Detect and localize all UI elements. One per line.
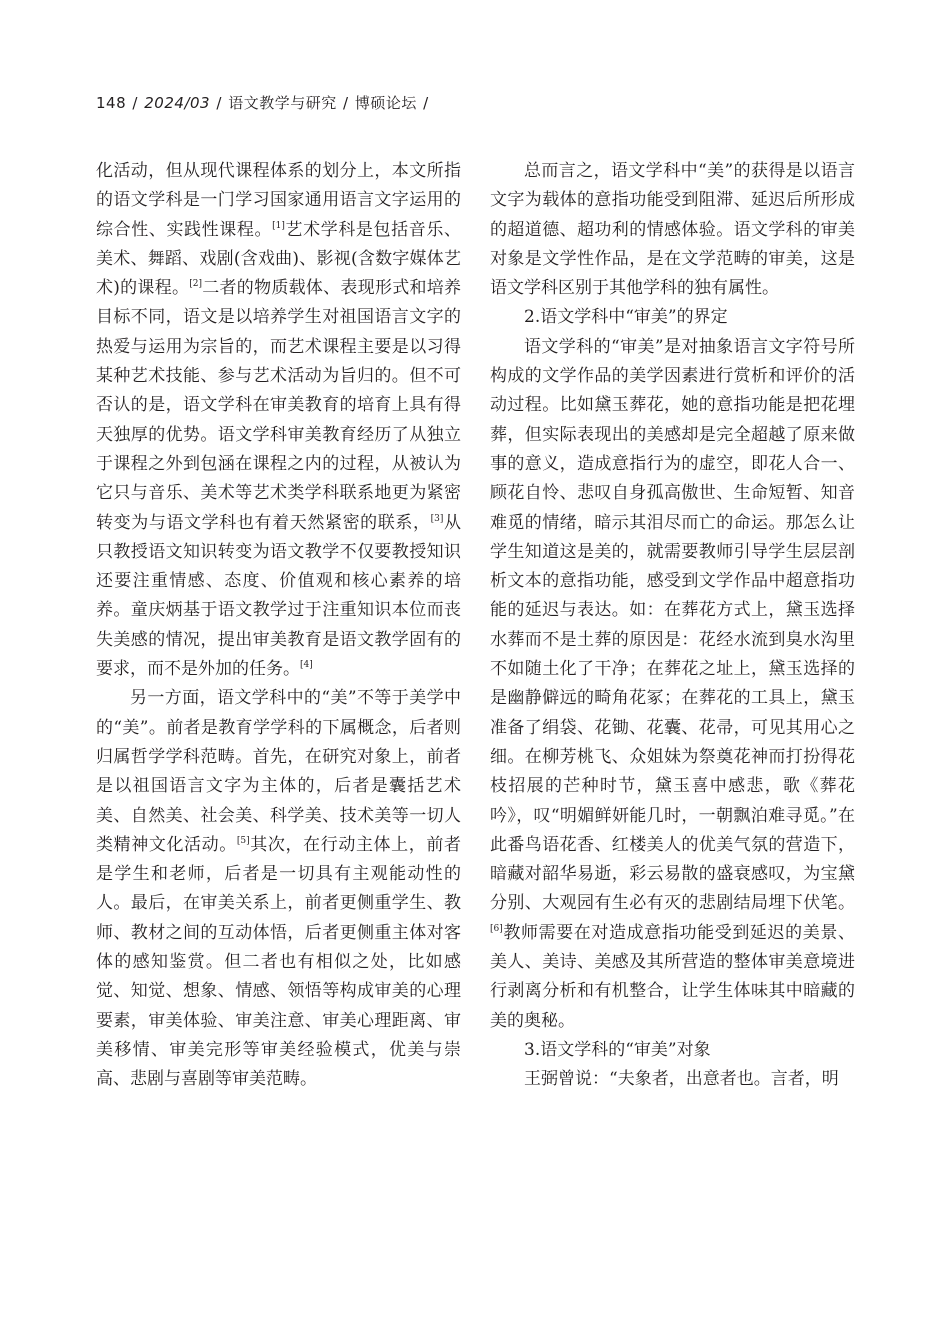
page-number: 148: [96, 94, 127, 112]
paragraph: [490, 333, 855, 1036]
right-column: [490, 157, 855, 1095]
citation-ref: [5]: [236, 835, 250, 846]
paragraph-text: 语文学科的“审美”是对抽象语言文字符号所构成的文学作品的美学因素进行赏析和评价的活动过程。比如黛玉葬花，她的意指功能是把花埋葬，但实际表现出的美感却是完全超越了原来做事的意义，造成意指行为的虚空，即花人合一、顾花自怜、悲叹自身孤高傲世、生命短暂、知音难觅的情绪，暗示其泪尽而亡的命运。那怎么让学生知道这是美的，就需要教师引导学生层层剖析文本的意指功能，感受到文学作品中超意指功能的延迟与表达。如：在葬花方式上，黛玉选择水葬而不是土葬的原因是：花经水流到臭水沟里不如随土化了干净；在葬花之址上，黛玉选择的是幽静僻远的畸角花冢；在葬花的工具上，黛玉准备了绢袋、花锄、花囊、花帚，可见其用心之细。在柳芳桃飞、众姐妹为祭奠花神而打扮得花枝招展的芒种时节，黛玉喜中感悲，歌《葬花吟》，叹“明媚鲜妍能几时，一朝飘泊难寻觅。”在此番鸟语花香、红楼美人的优美气氛的营造下，暗藏对韶华易逝，彩云易散的盛衰感叹，为宝黛分别、大观园有生必有灭的悲剧结局埋下伏笔。: [490, 336, 855, 914]
paragraph-text: 从只教授语文知识转变为语文教学不仅要教授知识还要注重情感、态度、价值观和核心素养的培养。童庆炳基于语文教学过于注重知识本位而丧失美感的情况，提出审美教育是语文教学固有的要求，而不是外加的任务。: [96, 512, 462, 680]
paragraph-text: 化活动，但从现代课程体系的划分上，本文所指的语文学科是一门学习国家通用语言文字运用的综合性、实践性课程。: [96, 161, 461, 240]
running-header: [96, 92, 430, 113]
header-separator: /: [216, 94, 222, 112]
citation-ref: [3]: [430, 513, 444, 524]
citation-ref: [1]: [272, 220, 285, 231]
paragraph-text: 艺术学科是包括音乐、美术、舞蹈、戏剧(含戏曲)、影视(含数字媒体艺术)的课程。: [96, 219, 461, 299]
paragraph: 王弼曾说：“夫象者，出意者也。言者，明: [524, 1069, 839, 1090]
paragraph-text: 二者的物质载体、表现形式和培养目标不同，语文是以培养学生对祖国语言文字的热爱与运用为宗旨的，而艺术课程主要是以习得某种艺术技能、参与艺术活动为旨归的。但不可否认的是，语文学科在审美教育的培育上具有得天独厚的优势。语文学科审美教育经历了从独立于课程之外到包涵在课程之内的过程，从被认为它只与音乐、美术等艺术类学科联系地更为紧密转变为与语文学科也有着天然紧密的联系，: [96, 278, 462, 533]
citation-ref: [4]: [300, 660, 313, 671]
paragraph-text: 教师需要在对造成意指功能受到延迟的美景、美人、美诗、美感及其所营造的整体审美意境进行剥离分析和有机整合，让学生体味其中暗藏的美的奥秘。: [490, 922, 855, 1031]
left-column: [96, 157, 461, 1095]
citation-ref: [2]: [189, 279, 202, 290]
section-heading: 2.语文学科中“审美”的界定: [524, 307, 728, 328]
section-heading: 3.语文学科的“审美”对象: [524, 1039, 711, 1060]
paragraph-text: 其次，在行动主体上，前者是学生和老师，后者是一切具有主观能动性的人。最后，在审美关系上，前者更侧重学生、教师、教材之间的互动体悟，后者更侧重主体对客体的感知鉴赏。但二者也有相似之处，比如感觉、知觉、想象、情感、领悟等构成审美的心理要素，审美体验、审美注意、审美心理距离、审美移情、审美完形等审美经验模式，优美与崇高、悲剧与喜剧等审美范畴。: [96, 834, 462, 1090]
issue-number: 2024/03: [144, 94, 211, 112]
citation-ref: [6]: [490, 923, 503, 934]
section-name: 博硕论坛: [354, 94, 417, 112]
header-separator: /: [132, 94, 138, 112]
journal-name: 语文教学与研究: [228, 94, 337, 112]
paragraph: [96, 157, 461, 684]
paragraph: 总而言之，语文学科中“美”的获得是以语言文字为载体的意指功能受到阻滞、延迟后所形成的超道德、超功利的情感体验。语文学科的审美对象是文学性作品，是在文学范畴的审美，这是语文学科区别于其他学科的独有属性。: [490, 161, 855, 299]
header-separator: /: [343, 94, 349, 112]
paragraph: [96, 684, 461, 1094]
header-separator: /: [423, 94, 429, 112]
paragraph-text: 另一方面，语文学科中的“美”不等于美学中的“美”。前者是教育学学科的下属概念，后者则归属哲学学科范畴。首先，在研究对象上，前者是以祖国语言文字为主体的，后者是囊括艺术美、自然美、社会美、科学美、技术美等一切人类精神文化活动。: [96, 688, 461, 855]
